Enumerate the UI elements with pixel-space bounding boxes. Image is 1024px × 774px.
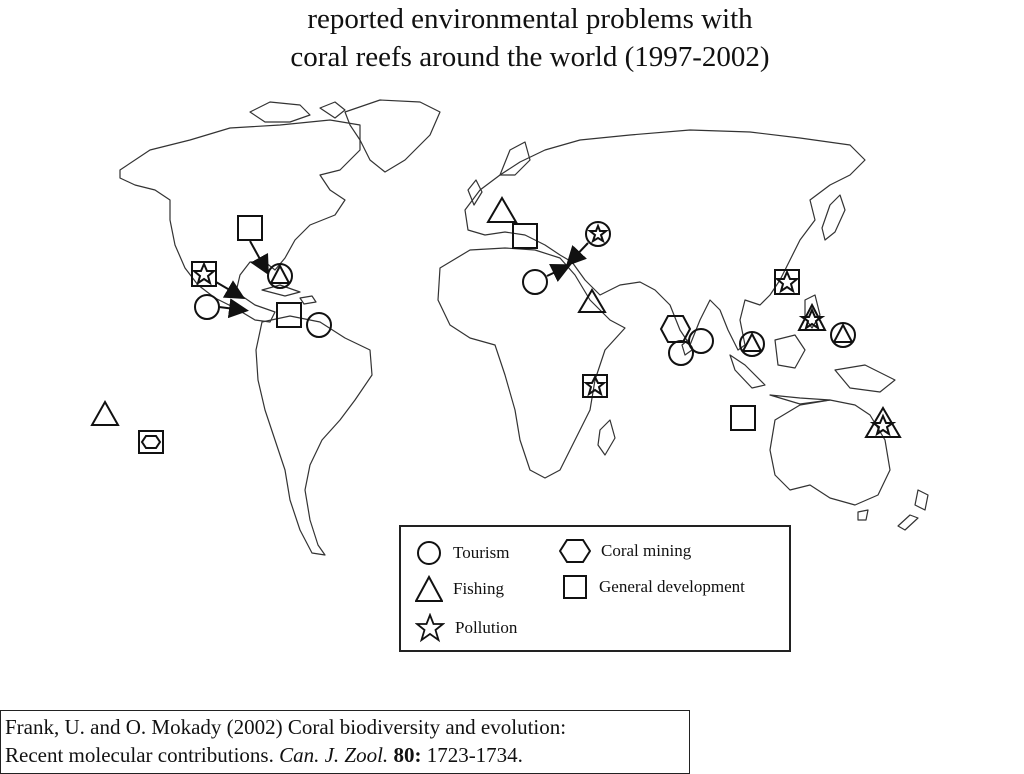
marker-tourism-central-america — [195, 295, 219, 319]
island-new-guinea — [835, 365, 895, 392]
marker-fishing-mediterranean — [488, 198, 516, 222]
square-icon — [561, 573, 589, 601]
citation-title: Recent molecular contributions. — [5, 743, 280, 767]
marker-tourism-india-2 — [669, 341, 693, 365]
hexagon-icon — [559, 537, 591, 565]
legend-label-pollution: Pollution — [455, 618, 518, 637]
marker-fishing-malaysia — [743, 334, 761, 351]
title-line-1: reported environmental problems with — [307, 3, 753, 35]
marker-tourism-caribbean — [307, 313, 331, 337]
citation-pages: 1723-1734. — [421, 743, 523, 767]
marker-development-usa — [238, 216, 262, 240]
marker-mining-pacific — [142, 436, 160, 448]
marker-fishing-pacific-west — [834, 325, 852, 342]
continent-africa — [438, 248, 625, 478]
continent-south-america — [256, 316, 372, 555]
landmass-greenland — [345, 100, 440, 172]
marker-development-caribbean — [277, 303, 301, 327]
marker-development-mediterranean — [513, 224, 537, 248]
legend-item-coral-mining — [559, 537, 691, 565]
marker-fishing-red-sea — [579, 290, 605, 312]
continent-australia — [770, 400, 890, 505]
citation-box — [0, 710, 690, 774]
island-borneo — [775, 335, 805, 368]
marker-development-australia — [731, 406, 755, 430]
island-new-zealand — [915, 490, 928, 510]
legend-label-coral-mining: Coral mining — [601, 541, 692, 560]
map-legend — [399, 525, 791, 652]
marker-fishing-pacific — [92, 402, 118, 425]
citation-volume: 80: — [393, 743, 422, 767]
island-madagascar — [598, 420, 615, 455]
legend-item-fishing — [415, 575, 504, 603]
title-line-2: coral reefs around the world (1997-2002) — [290, 41, 770, 73]
legend-item-tourism — [415, 539, 509, 567]
marker-pollution-mexico — [194, 264, 214, 283]
island-cuba — [262, 285, 300, 296]
citation-line-1: Frank, U. and O. Mokady (2002) Coral biodiversity and evolution: — [5, 715, 567, 739]
marker-pollution-china — [777, 272, 797, 291]
arrow-usa — [250, 241, 266, 270]
island-japan — [822, 195, 845, 240]
star-icon — [415, 613, 445, 643]
marker-tourism-egypt — [523, 270, 547, 294]
island-britain — [468, 180, 482, 205]
legend-label-tourism: Tourism — [453, 543, 510, 562]
legend-label-fishing: Fishing — [453, 579, 505, 598]
citation-journal: Can. J. Zool. — [279, 743, 389, 767]
continent-north-america — [120, 120, 360, 322]
legend-item-general-development — [561, 573, 745, 601]
legend-label-general-development: General development — [599, 577, 745, 596]
triangle-icon — [415, 575, 443, 603]
island-sumatra — [730, 355, 765, 388]
marker-pollution-israel — [590, 226, 606, 241]
citation-line-2 — [5, 741, 685, 769]
circle-icon — [415, 539, 443, 567]
legend-item-pollution — [415, 613, 517, 643]
